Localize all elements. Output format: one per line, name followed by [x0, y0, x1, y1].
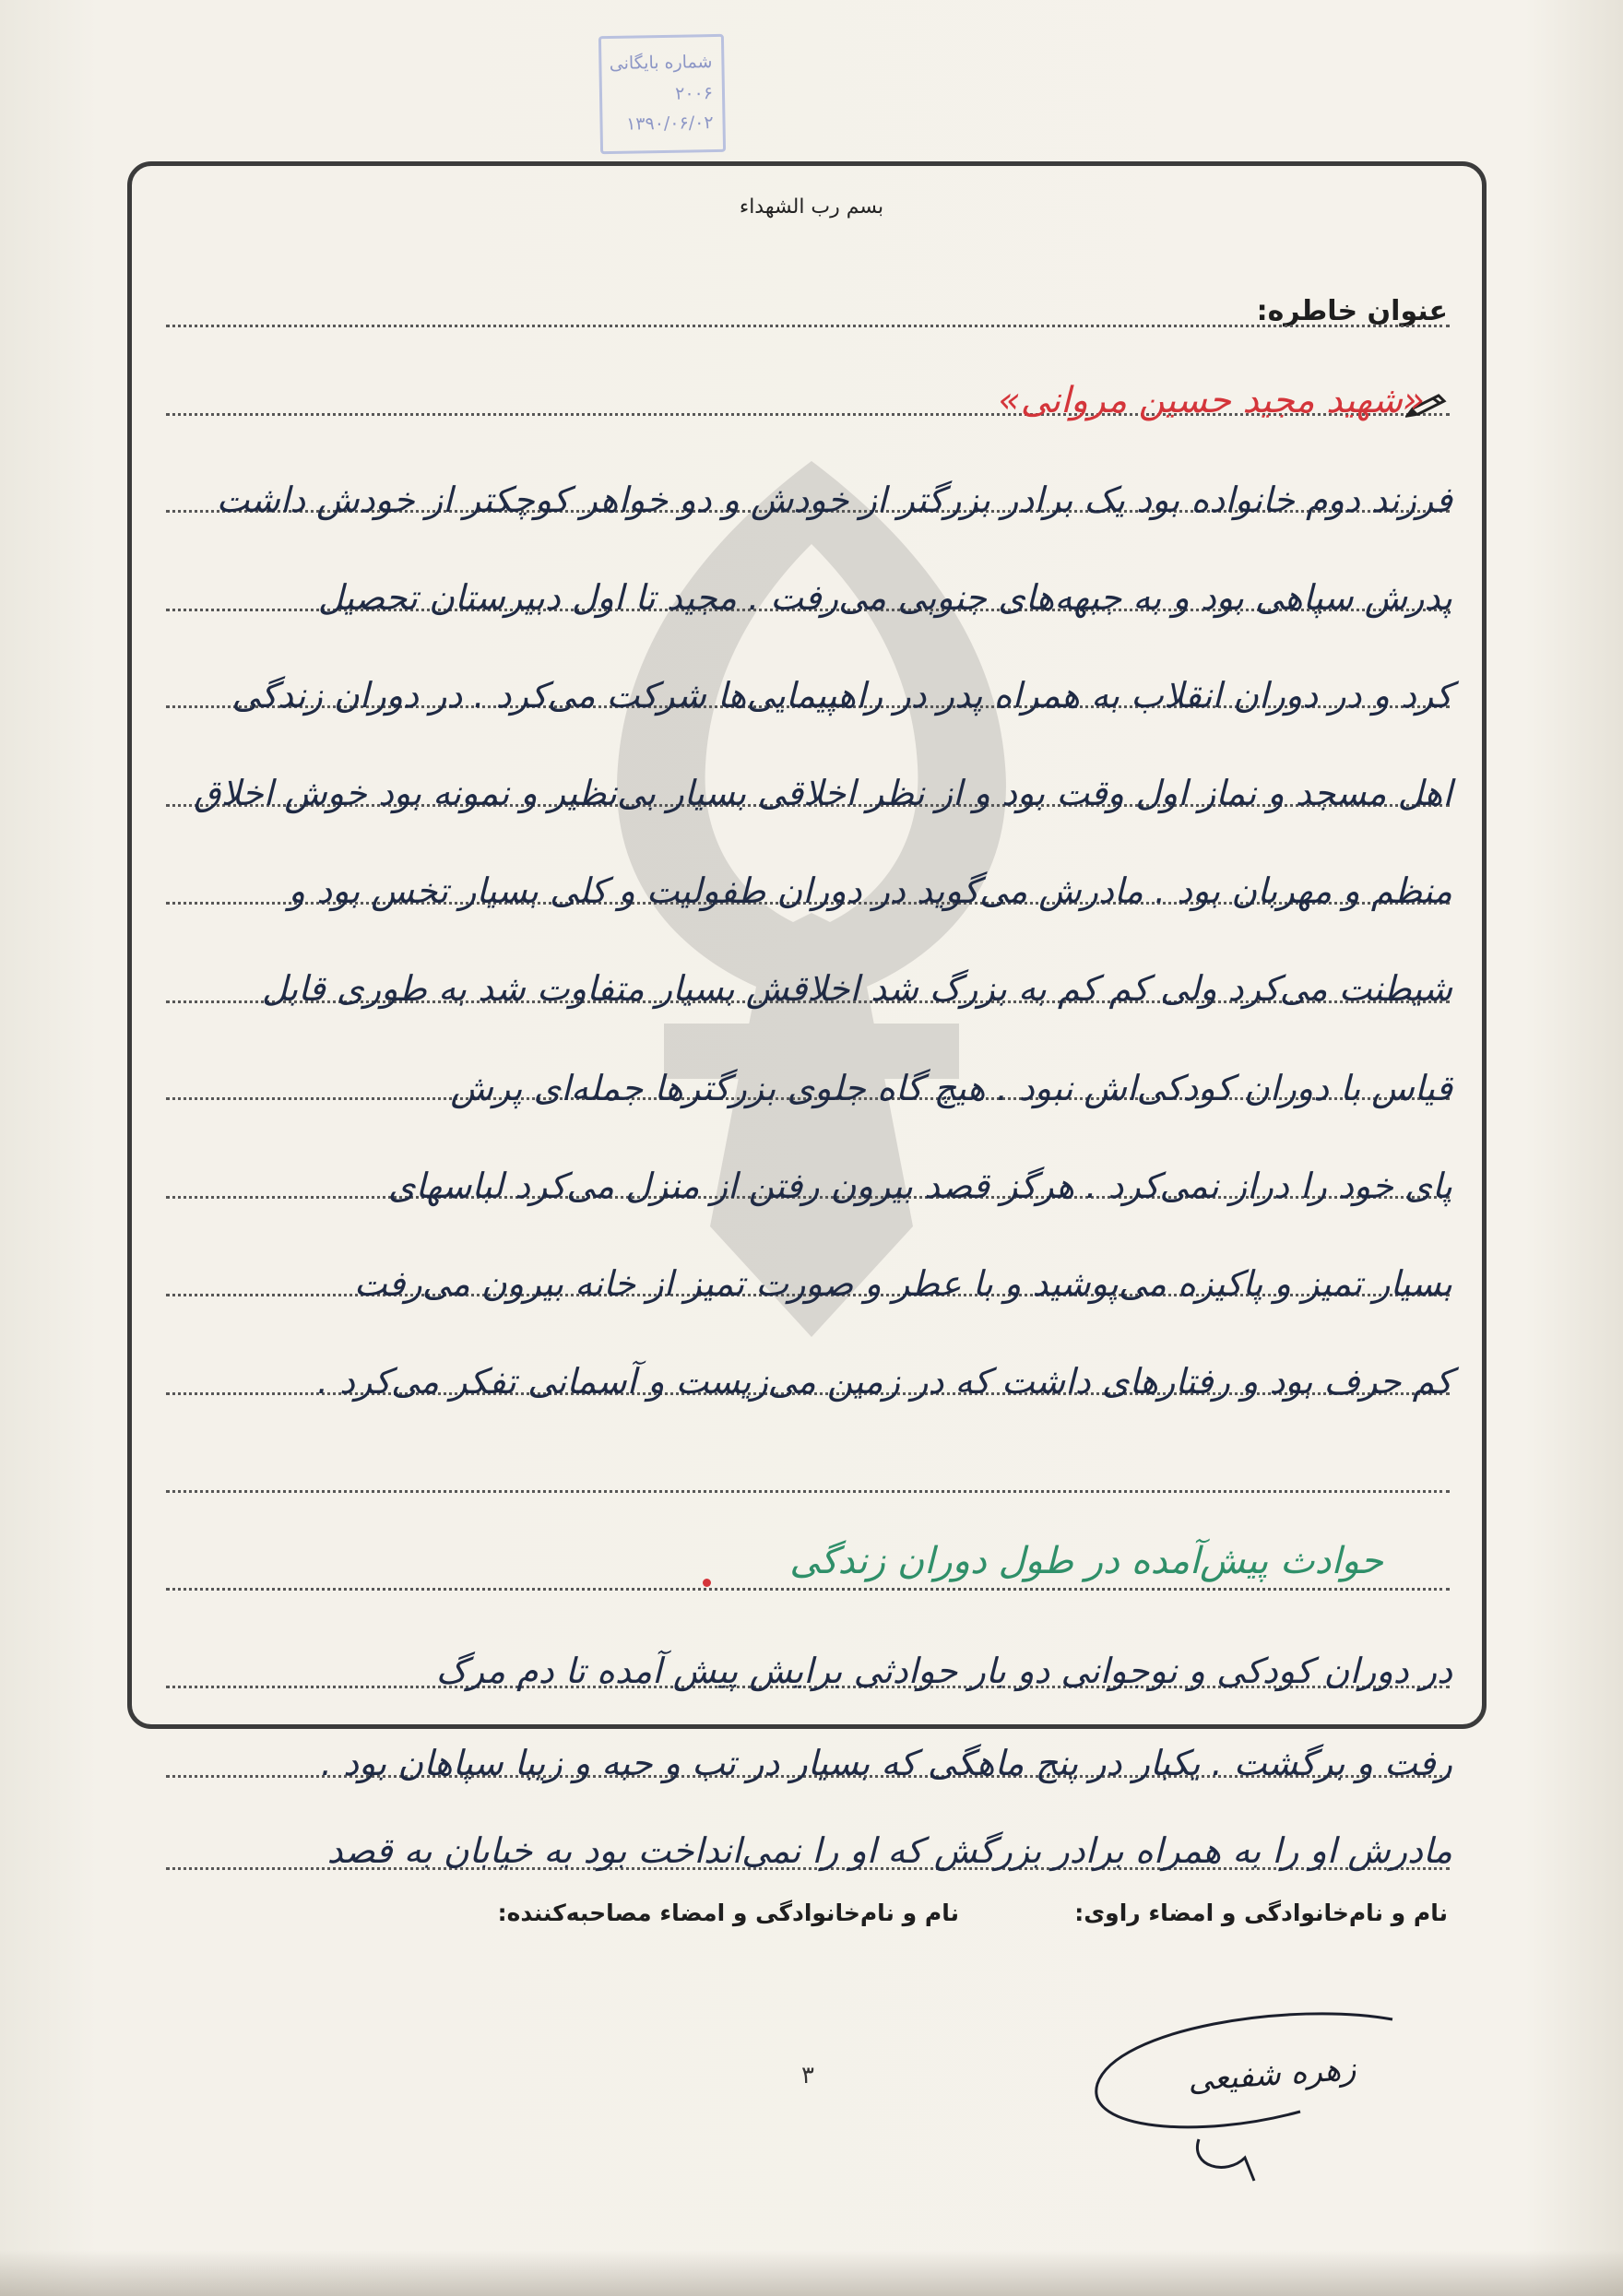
- handwritten-line: اهل مسجد و نماز اول وقت بود و از نظر اخلاقی بسیار بی‌نظیر و نمونه بود خوش اخلاق: [194, 773, 1452, 813]
- bullet-dot: [703, 1579, 711, 1587]
- handwritten-line: در دوران کودکی و نوجوانی دو بار حوادثی برایش پیش آمده تا دم مرگ: [435, 1651, 1452, 1691]
- ruled-line: [166, 1490, 1450, 1493]
- handwritten-line: رفت و برگشت . یکبار در پنج ماهگی که بسیار در تب و حبه و زیبا سپاهان بود .: [320, 1743, 1452, 1783]
- form-header: بسم رب الشهداء: [739, 195, 884, 219]
- handwritten-line: پای خود را دراز نمی‌کرد . هرگز قصد بیرون رفتن از منزل می‌کرد لباسهای: [387, 1166, 1452, 1206]
- page-edge-shadow: [0, 2250, 1623, 2296]
- handwritten-line: شیطنت می‌کرد ولی کم کم به بزرگ شد اخلاقش بسیار متفاوت شد به طوری قابل: [261, 968, 1452, 1009]
- archive-stamp: [598, 34, 726, 154]
- handwritten-line: پدرش سپاهی بود و به جبهه‌های جنوبی می‌رفت . مجید تا اول دبیرستان تحصیل: [317, 577, 1452, 618]
- interviewer-signature-label: نام و نام‌خانوادگی و امضاء مصاحبه‌کننده:: [497, 1900, 959, 1926]
- memoir-subject: «شهید مجید حسین مروانی»: [998, 380, 1425, 421]
- handwritten-line: کرد و در دوران انقلاب به همراه پدر در راهپیمایی‌ها شرکت می‌کرد . در دوران زندگی: [231, 675, 1452, 716]
- ruled-line: [166, 1588, 1450, 1591]
- page-number: ۳: [801, 2062, 814, 2089]
- handwritten-line: بسیار تمیز و پاکیزه می‌پوشید و با عطر و صورت تمیز از خانه بیرون می‌رفت: [353, 1263, 1452, 1304]
- memoir-title-label: عنوان خاطره:: [1256, 295, 1448, 327]
- ruled-line: [166, 325, 1450, 327]
- narrator-signature-label: نام و نام‌خانوادگی و امضاء راوی:: [1074, 1900, 1448, 1926]
- stamp-line-1: شماره بایگانی: [609, 52, 713, 74]
- stamp-line-2: ۲۰۰۶: [674, 83, 714, 104]
- handwritten-line: قیاس با دوران کودکی‌اش نبود . هیچ گاه جلوی بزرگترها جمله‌ای پرش: [450, 1068, 1452, 1108]
- handwritten-line: منظم و مهربان بود . مادرش می‌گوید در دوران طفولیت و کلی بسیار تخس بود و: [288, 870, 1452, 911]
- narrator-signature: زهره شفیعی: [1186, 2050, 1357, 2100]
- stamp-line-3: ۱۳۹۰/۰۶/۰۲: [625, 112, 714, 135]
- handwritten-line: فرزند دوم خانواده بود یک برادر بزرگتر از خودش و دو خواهر کوچکتر از خودش داشت: [216, 479, 1452, 520]
- section-heading: حوادث پیش‌آمده در طول دوران زندگی: [789, 1540, 1383, 1582]
- handwritten-line: مادرش او را به همراه برادر بزرگش که او را نمی‌انداخت بود به خیابان به قصد: [326, 1830, 1452, 1871]
- handwritten-line: کم حرف بود و رفتارهای داشت که در زمین می‌زیست و آسمانی تفکر می‌کرد .: [316, 1361, 1452, 1402]
